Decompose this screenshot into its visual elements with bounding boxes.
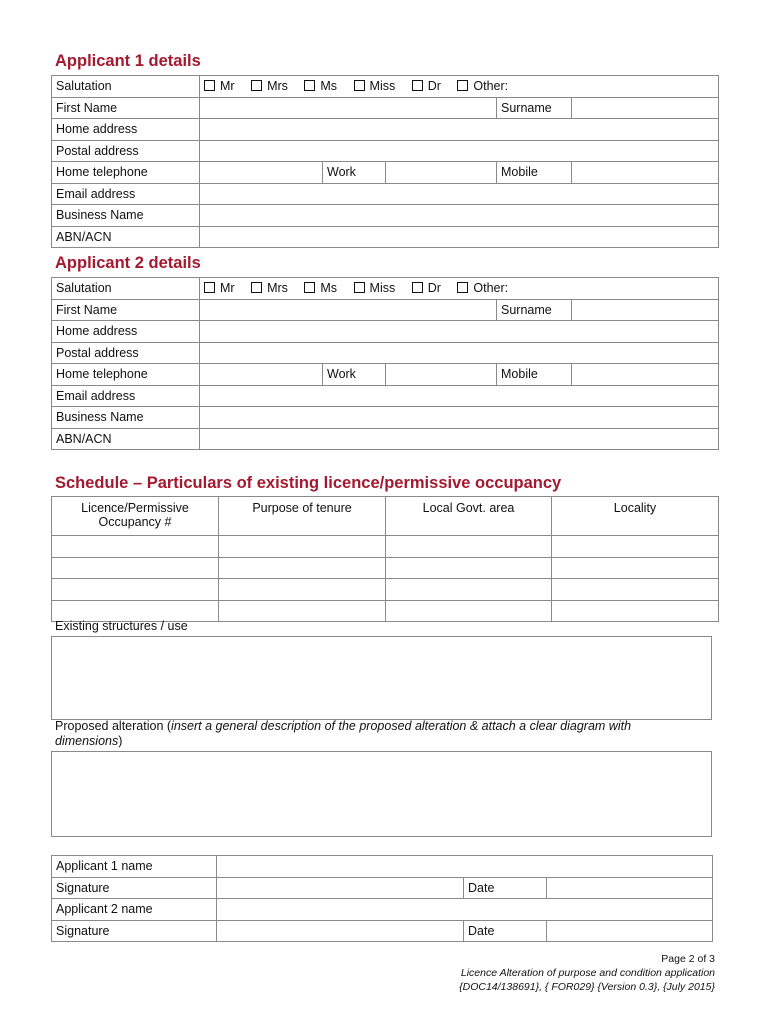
- abn-label: ABN/ACN: [52, 226, 200, 248]
- first-name-field[interactable]: [200, 97, 497, 119]
- existing-structures-label: Existing structures / use: [55, 619, 188, 633]
- first-name-label: First Name: [52, 97, 200, 119]
- email-field[interactable]: [200, 385, 719, 407]
- applicant1-table: [51, 75, 719, 248]
- applicant2-table: [51, 277, 719, 450]
- schedule-header-locality: Locality: [552, 497, 719, 536]
- salutation-option-mrs[interactable]: Mrs: [251, 79, 288, 93]
- checkbox[interactable]: [204, 282, 215, 293]
- signature2-label: Signature: [52, 920, 217, 942]
- abn-field[interactable]: [200, 428, 719, 450]
- salutation-option-mrs[interactable]: Mrs: [251, 281, 288, 295]
- postal-address-field[interactable]: [200, 140, 719, 162]
- home-address-label: Home address: [52, 119, 200, 141]
- table-cell[interactable]: [552, 600, 719, 622]
- checkbox[interactable]: [457, 80, 468, 91]
- table-cell[interactable]: [219, 579, 386, 601]
- table-cell[interactable]: [386, 600, 552, 622]
- signature1-field[interactable]: [217, 877, 464, 899]
- postal-address-label: Postal address: [52, 140, 200, 162]
- postal-address-field[interactable]: [200, 342, 719, 364]
- table-cell[interactable]: [552, 579, 719, 601]
- applicant2-name-field[interactable]: [217, 899, 713, 921]
- salutation-option-mr[interactable]: Mr: [204, 79, 235, 93]
- salutation-label: Salutation: [52, 278, 200, 300]
- signature2-field[interactable]: [217, 920, 464, 942]
- surname-field[interactable]: [572, 97, 719, 119]
- home-address-field[interactable]: [200, 119, 719, 141]
- table-row: [52, 536, 719, 558]
- table-cell[interactable]: [552, 557, 719, 579]
- home-telephone-label: Home telephone: [52, 162, 200, 184]
- surname-field[interactable]: [572, 299, 719, 321]
- table-cell[interactable]: [52, 536, 219, 558]
- table-cell[interactable]: [386, 557, 552, 579]
- business-name-label: Business Name: [52, 205, 200, 227]
- checkbox[interactable]: [457, 282, 468, 293]
- first-name-field[interactable]: [200, 299, 497, 321]
- salutation-option-ms[interactable]: Ms: [304, 281, 337, 295]
- email-label: Email address: [52, 183, 200, 205]
- home-telephone-field[interactable]: [200, 364, 323, 386]
- schedule-header-licence: Licence/Permissive Occupancy #: [52, 497, 219, 536]
- mobile-field[interactable]: [572, 162, 719, 184]
- table-cell[interactable]: [386, 536, 552, 558]
- checkbox[interactable]: [251, 282, 262, 293]
- applicant2-title: Applicant 2 details: [55, 254, 201, 272]
- checkbox[interactable]: [304, 80, 315, 91]
- page-number: Page 2 of 3: [661, 953, 715, 965]
- home-address-label: Home address: [52, 321, 200, 343]
- email-field[interactable]: [200, 183, 719, 205]
- postal-address-label: Postal address: [52, 342, 200, 364]
- salutation-option-mr[interactable]: Mr: [204, 281, 235, 295]
- email-label: Email address: [52, 385, 200, 407]
- salutation-options: [200, 278, 719, 300]
- surname-label: Surname: [497, 97, 572, 119]
- business-name-field[interactable]: [200, 205, 719, 227]
- table-row: [52, 557, 719, 579]
- schedule-title: Schedule – Particulars of existing licence/permissive occupancy: [55, 474, 562, 492]
- salutation-option-miss[interactable]: Miss: [354, 281, 396, 295]
- work-field[interactable]: [386, 364, 497, 386]
- schedule-header-lga: Local Govt. area: [386, 497, 552, 536]
- abn-field[interactable]: [200, 226, 719, 248]
- salutation-option-miss[interactable]: Miss: [354, 79, 396, 93]
- signature1-label: Signature: [52, 877, 217, 899]
- checkbox[interactable]: [412, 80, 423, 91]
- salutation-option-ms[interactable]: Ms: [304, 79, 337, 93]
- date2-field[interactable]: [547, 920, 713, 942]
- work-label: Work: [323, 364, 386, 386]
- mobile-label: Mobile: [497, 162, 572, 184]
- document-reference: {DOC14/138691}, { FOR029} {Version 0.3}, {July 2015}: [459, 981, 715, 993]
- checkbox[interactable]: [412, 282, 423, 293]
- table-cell[interactable]: [52, 579, 219, 601]
- salutation-option-other[interactable]: Other:: [457, 281, 508, 295]
- applicant1-title: Applicant 1 details: [55, 52, 201, 70]
- applicant1-name-label: Applicant 1 name: [52, 856, 217, 878]
- checkbox[interactable]: [204, 80, 215, 91]
- checkbox[interactable]: [354, 80, 365, 91]
- table-cell[interactable]: [219, 536, 386, 558]
- salutation-label: Salutation: [52, 76, 200, 98]
- checkbox[interactable]: [251, 80, 262, 91]
- date1-field[interactable]: [547, 877, 713, 899]
- business-name-label: Business Name: [52, 407, 200, 429]
- salutation-option-dr[interactable]: Dr: [412, 79, 441, 93]
- existing-structures-textarea[interactable]: [51, 636, 712, 720]
- table-cell[interactable]: [386, 579, 552, 601]
- table-cell[interactable]: [219, 600, 386, 622]
- checkbox[interactable]: [304, 282, 315, 293]
- work-field[interactable]: [386, 162, 497, 184]
- table-cell[interactable]: [219, 557, 386, 579]
- table-cell[interactable]: [552, 536, 719, 558]
- document-title: Licence Alteration of purpose and condition application: [460, 967, 715, 979]
- home-telephone-field[interactable]: [200, 162, 323, 184]
- date1-label: Date: [464, 877, 547, 899]
- schedule-header-purpose: Purpose of tenure: [219, 497, 386, 536]
- table-row: [52, 579, 719, 601]
- home-address-field[interactable]: [200, 321, 719, 343]
- salutation-option-other[interactable]: Other:: [457, 79, 508, 93]
- mobile-field[interactable]: [572, 364, 719, 386]
- business-name-field[interactable]: [200, 407, 719, 429]
- mobile-label: Mobile: [497, 364, 572, 386]
- checkbox[interactable]: [354, 282, 365, 293]
- page-footer: [459, 952, 715, 994]
- schedule-table: [51, 496, 719, 622]
- signature-table: [51, 855, 713, 942]
- date2-label: Date: [464, 920, 547, 942]
- applicant1-name-field[interactable]: [217, 856, 713, 878]
- abn-label: ABN/ACN: [52, 428, 200, 450]
- salutation-options: [200, 76, 719, 98]
- applicant2-name-label: Applicant 2 name: [52, 899, 217, 921]
- table-cell[interactable]: [52, 557, 219, 579]
- proposed-alteration-label: Proposed alteration (insert a general description of the proposed alteration & attach a clear diagram with dimensions): [55, 719, 632, 748]
- salutation-option-dr[interactable]: Dr: [412, 281, 441, 295]
- first-name-label: First Name: [52, 299, 200, 321]
- work-label: Work: [323, 162, 386, 184]
- proposed-alteration-textarea[interactable]: [51, 751, 712, 837]
- home-telephone-label: Home telephone: [52, 364, 200, 386]
- surname-label: Surname: [497, 299, 572, 321]
